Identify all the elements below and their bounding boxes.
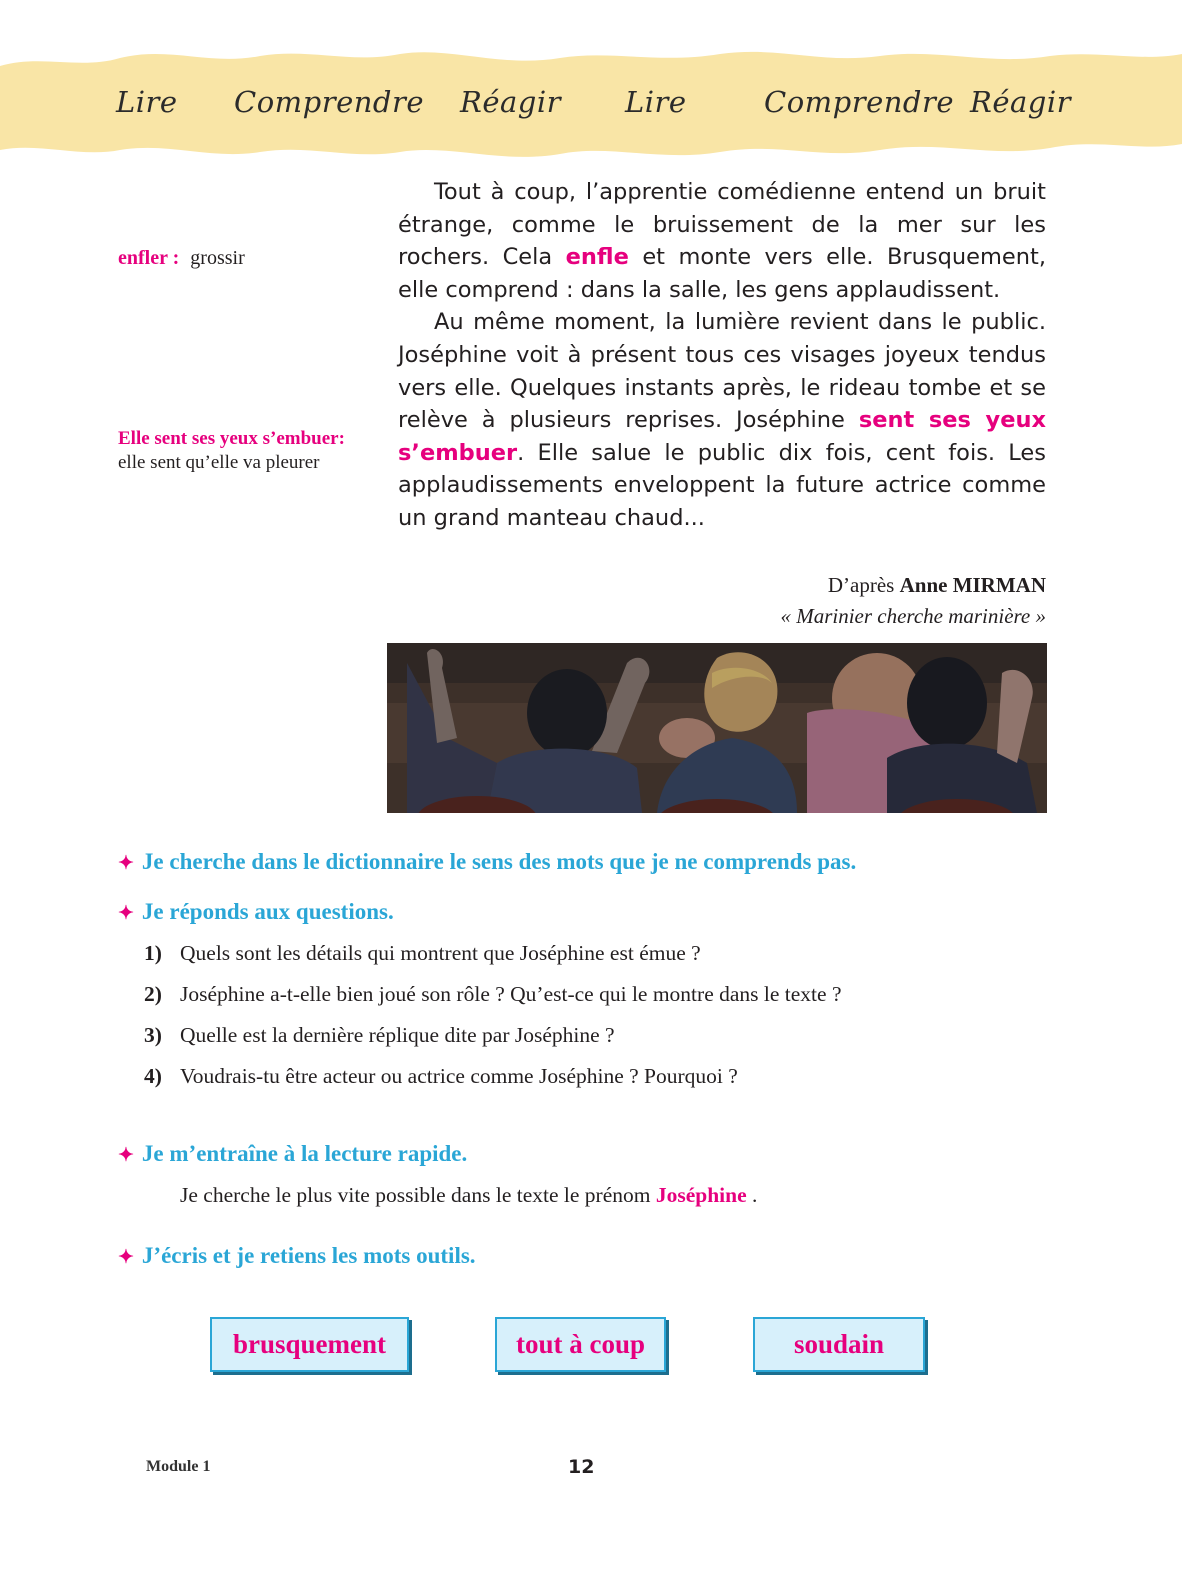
glossary-term: Elle sent ses yeux s’embuer: <box>118 428 345 449</box>
story-text-run: Tout à coup, l’apprentie comédienne entend un bruit étrange, comme le bruissement de la mer sur les rochers. Cela <box>398 179 1046 271</box>
star-bullet-icon: ✦ <box>118 903 134 924</box>
question-text: Voudrais-tu être acteur ou actrice comme Joséphine ? Pourquoi ? <box>180 1064 738 1088</box>
question-text: Quelle est la dernière réplique dite par Joséphine ? <box>180 1023 615 1047</box>
story-text-run: Au même moment, la lumière revient dans le public. Joséphine voit à présent tous ces visages joyeux tendus vers elle. Quelques instants après, le rideau tombe et se relève à plusieurs reprises. Joséphine <box>398 309 1046 434</box>
star-bullet-icon: ✦ <box>118 853 134 874</box>
question-item <box>144 1023 615 1048</box>
section-questions <box>118 899 394 925</box>
footer-module-label: Module 1 <box>146 1458 211 1475</box>
story-text-run: . Elle salue le public dix fois, cent fois. Les applaudissements enveloppent la future actrice comme un grand manteau chaud... <box>398 439 1046 531</box>
star-bullet-icon: ✦ <box>118 1247 134 1268</box>
target-word: Joséphine <box>655 1183 747 1207</box>
tab-comprendre: Comprendre <box>234 85 425 119</box>
tab-lire: Lire <box>116 85 178 119</box>
question-number: 2) <box>144 982 162 1006</box>
question-item <box>144 982 841 1007</box>
tab-reagir-2: Réagir <box>970 85 1071 119</box>
glossary-definition: grossir <box>190 247 245 269</box>
story-paragraph <box>398 176 1046 306</box>
section-title: Je m’entraîne à la lecture rapide. <box>141 1141 468 1166</box>
tool-word-box-brusquement: brusquement <box>210 1317 409 1372</box>
attribution-line <box>780 570 1046 601</box>
reading-instruction <box>180 1183 757 1208</box>
glossary-entry-embuer <box>118 427 388 475</box>
question-item <box>144 941 701 966</box>
question-item <box>144 1064 738 1089</box>
tab-reagir: Réagir <box>460 85 561 119</box>
section-title: Je réponds aux questions. <box>141 899 394 924</box>
glossary-entry-enfler <box>118 247 245 270</box>
section-title: J’écris et je retiens les mots outils. <box>141 1243 476 1268</box>
story-paragraph <box>398 306 1046 534</box>
page-number: 12 <box>568 1456 595 1478</box>
question-number: 3) <box>144 1023 162 1047</box>
section-dictionary <box>118 849 856 875</box>
tab-comprendre-2: Comprendre <box>764 85 955 119</box>
question-number: 4) <box>144 1064 162 1088</box>
instruction-text: Je cherche le plus vite possible dans le texte le prénom <box>180 1183 656 1207</box>
audience-illustration <box>387 643 1047 813</box>
attribution-prefix: D’après <box>827 573 900 597</box>
question-text: Quels sont les détails qui montrent que Joséphine est émue ? <box>180 941 701 965</box>
audience-illustration-art <box>387 643 1047 813</box>
question-text: Joséphine a-t-elle bien joué son rôle ? Qu’est-ce qui le montre dans le texte ? <box>180 982 842 1006</box>
highlighted-word: enfle <box>565 244 629 271</box>
tool-word-box-soudain: soudain <box>753 1317 925 1372</box>
story-text <box>398 176 1046 535</box>
question-number: 1) <box>144 941 162 965</box>
section-tool-words <box>118 1243 476 1269</box>
author-name: Anne MIRMAN <box>899 573 1046 597</box>
tool-word-box-tout-a-coup: tout à coup <box>495 1317 666 1372</box>
tab-lire-2: Lire <box>625 85 687 119</box>
section-reading <box>118 1141 467 1167</box>
highlighted-phrase: sent ses yeux s’embuer <box>398 407 1046 466</box>
story-text-run: et monte vers elle. Brusquement, elle comprend : dans la salle, les gens applaudissent. <box>398 244 1046 303</box>
star-bullet-icon: ✦ <box>118 1145 134 1166</box>
book-title: « Marinier cherche marinière » <box>780 604 1046 628</box>
glossary-definition: elle sent qu’elle va pleurer <box>118 452 320 473</box>
instruction-end: . <box>746 1183 758 1207</box>
section-title: Je cherche dans le dictionnaire le sens des mots que je ne comprends pas. <box>141 849 857 874</box>
attribution <box>780 570 1046 632</box>
glossary-term: enfler : <box>118 247 180 269</box>
